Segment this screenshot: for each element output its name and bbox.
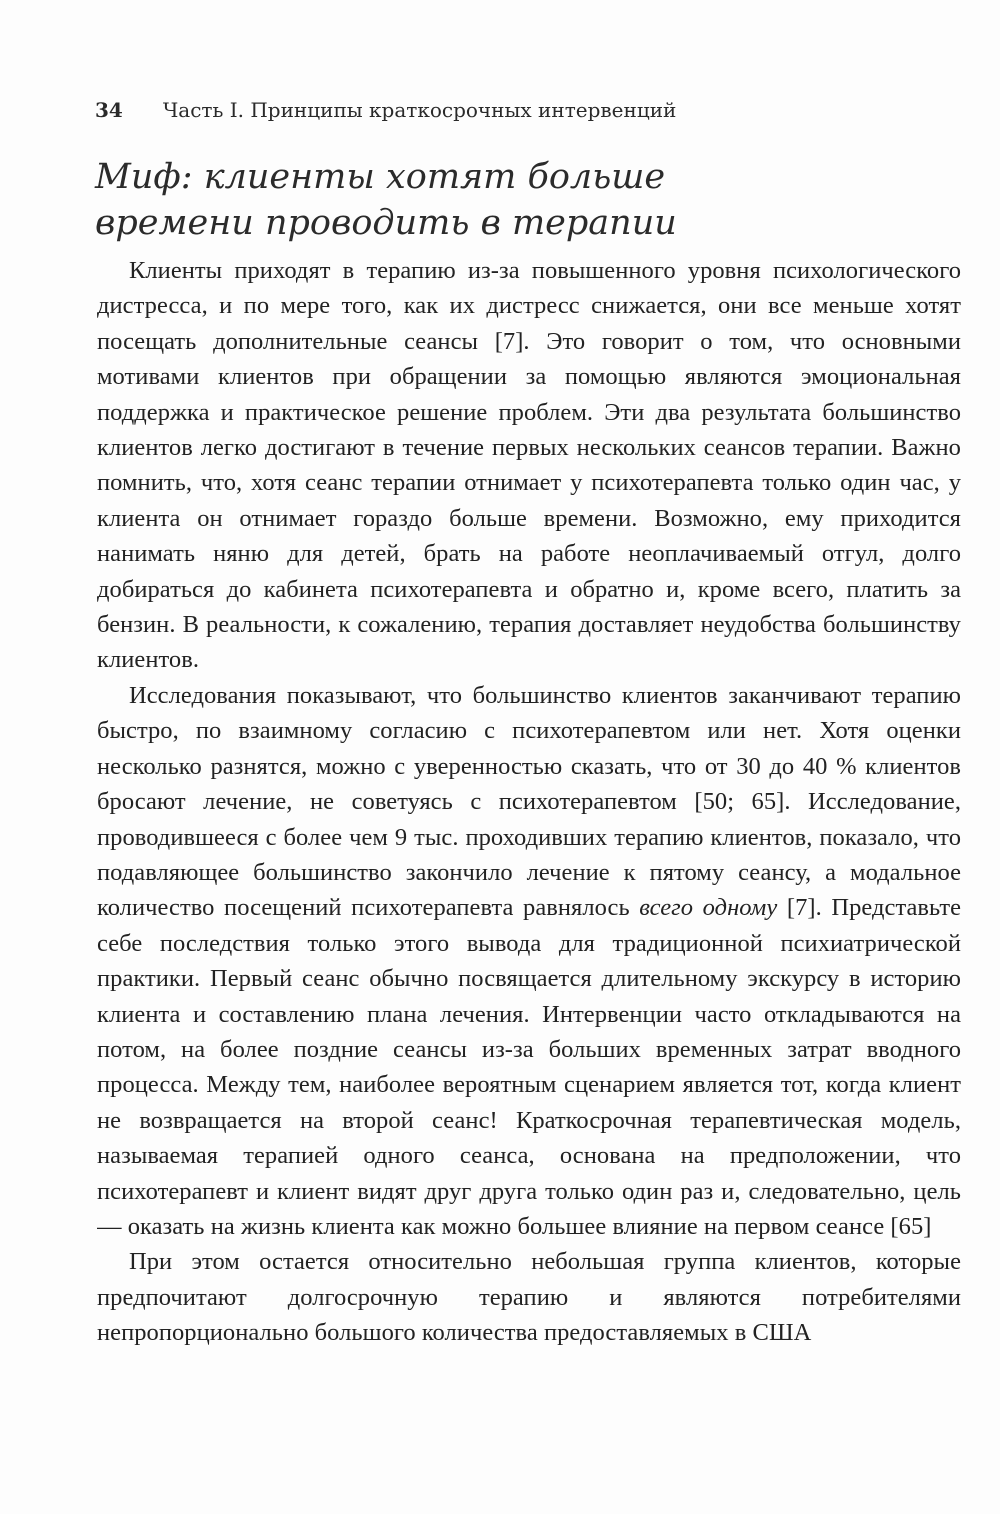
running-head	[95, 98, 795, 128]
running-title: Часть I. Принципы краткосрочных интервенций	[162, 98, 677, 122]
paragraph-3: При этом остается относительно небольшая группа клиентов, которые предпочитают долгосрочную терапию и являются потребителями непропорционально большого количества предоставляемых в США	[97, 1248, 961, 1347]
paragraph-2-emphasis: всего одному	[639, 894, 778, 922]
paragraph-2-part-1: Исследования показывают, что большинство клиентов заканчивают терапию быстро, по взаимному согласию с психотерапевтом или нет. Хотя оценки несколько разнятся, можно с уверенностью сказать, что от 30 до 40 % клиентов бросают лечение, не советуясь с психотерапевтом [50; 65]. Исследование, проводившееся с более чем 9 тыс. проходивших терапию клиентов, показало, что подавляющее большинство закончило лечение к пятому сеансу, а модальное количество посещений психотерапевта равнялось	[97, 681, 961, 922]
section-title-line-1: Миф: клиенты хотят больше	[95, 157, 666, 197]
paragraph-1: Клиенты приходят в терапию из-за повышенного уровня психологического дистресса, и по мере того, как их дистресс снижается, они все меньше хотят посещать дополнительные сеансы [7]. Это говорит о том, что основными мотивами клиентов при обращении за помощью являются эмоциональная поддержка и практическое решение проблем. Эти два результата большинство клиентов легко достигают в течение первых нескольких сеансов терапии. Важно помнить, что, хотя сеанс терапии отнимает у психотерапевта только один час, у клиента он отнимает гораздо больше времени. Возможно, ему приходится нанимать няню для детей, брать на работе неоплачиваемый отгул, долго добираться до кабинета психотерапевта и обратно и, кроме всего, платить за бензин. В реальности, к сожалению, терапия доставляет неудобства большинству клиентов.	[97, 257, 961, 674]
body-text	[97, 253, 961, 1453]
section-title-line-2: времени проводить в терапии	[95, 203, 677, 243]
page-number: 34	[95, 98, 123, 122]
section-title	[95, 154, 875, 246]
paragraph-2	[97, 678, 961, 1245]
paragraph-2-part-2: [7]. Представьте себе последствия только этого вывода для традиционной психиатрической практики. Первый сеанс обычно посвящается длительному экскурсу в историю клиента и составлению плана лечения. Интервенции часто откладываются на потом, на более поздние сеансы из-за больших временных затрат вводного процесса. Между тем, наиболее вероятным сценарием является тот, когда клиент не возвращается на второй сеанс! Краткосрочная терапевтическая модель, называемая терапией одного сеанса, основана на предположении, что психотерапевт и клиент видят друг друга только один раз и, следовательно, цель — оказать на жизнь клиента как можно большее влияние на первом сеансе [65]	[97, 894, 961, 1240]
